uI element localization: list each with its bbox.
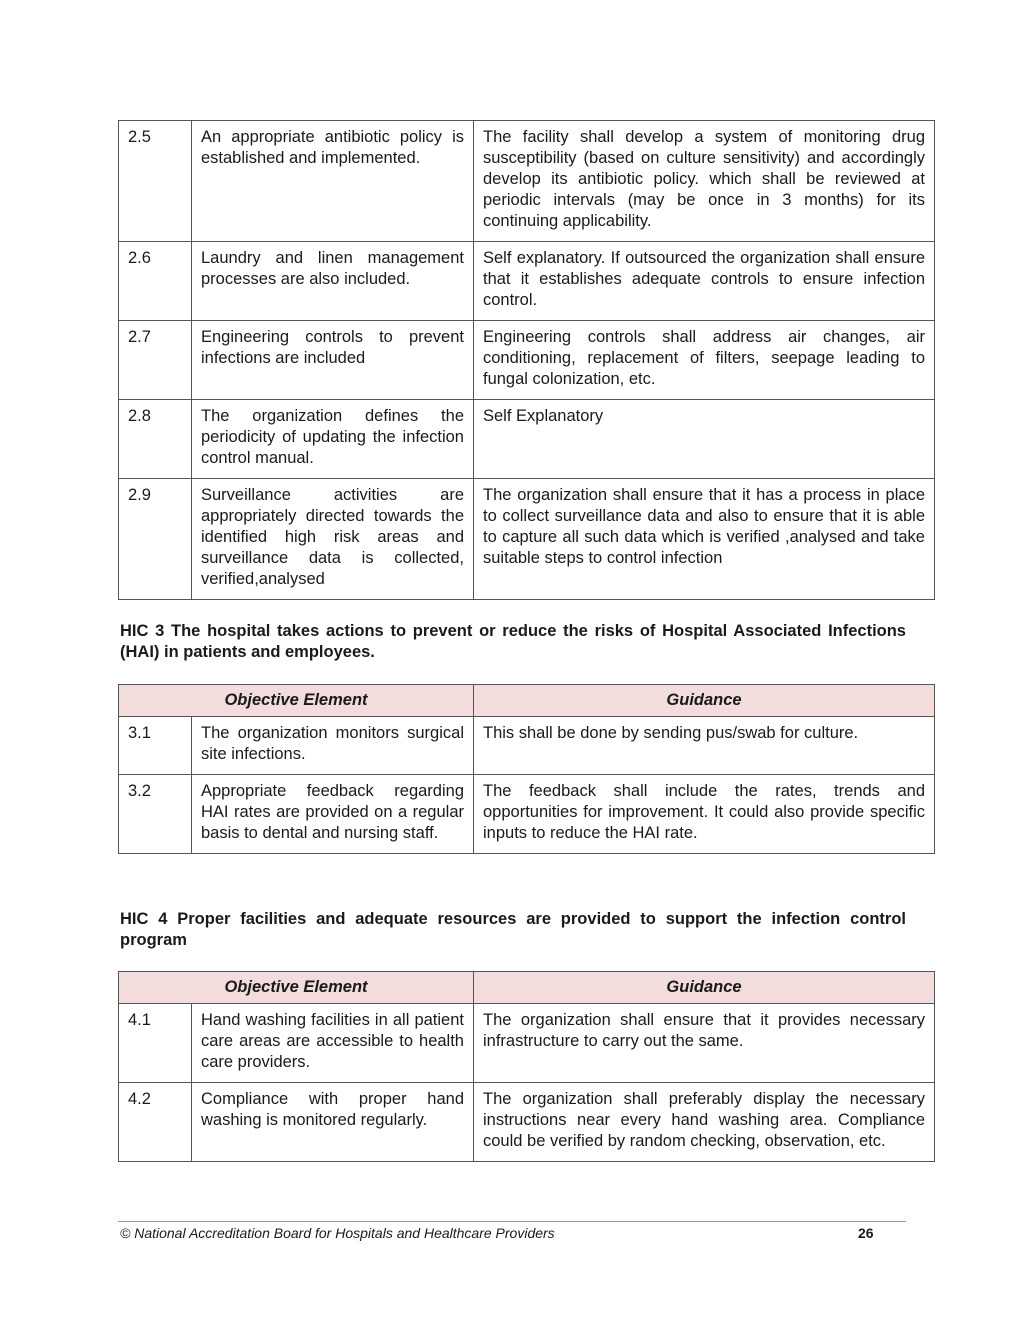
row-number: 2.7 [119,321,192,400]
table-hic2-continued [118,120,935,600]
table-row [119,775,935,854]
section-heading-hic4: HIC 4 Proper facilities and adequate resources are provided to support the infection control program [120,910,906,949]
row-number: 2.6 [119,242,192,321]
guidance-cell: The organization shall ensure that it has a process in place to collect surveillance data and also to ensure that it is able to capture all such data which is verified ,analysed and take suitable steps to control infection [474,479,935,600]
guidance-cell: Self Explanatory [474,400,935,479]
table-header-row [119,685,935,717]
header-objective-element: Objective Element [119,972,474,1004]
objective-element-cell: An appropriate antibiotic policy is established and implemented. [192,121,474,242]
section-heading-hic3: HIC 3 The hospital takes actions to prevent or reduce the risks of Hospital Associated Infections (HAI) in patients and employees. [120,622,906,661]
row-number: 4.2 [119,1083,192,1162]
objective-element-cell: The organization monitors surgical site infections. [192,717,474,775]
page-number: 26 [858,1225,874,1241]
table-row [119,321,935,400]
table-row [119,717,935,775]
table-row [119,121,935,242]
guidance-cell: The organization shall ensure that it provides necessary infrastructure to carry out the same. [474,1004,935,1083]
table-row [119,400,935,479]
guidance-cell: The feedback shall include the rates, trends and opportunities for improvement. It could also provide specific inputs to reduce the HAI rate. [474,775,935,854]
row-number: 3.2 [119,775,192,854]
row-number: 2.9 [119,479,192,600]
footer-copyright: © National Accreditation Board for Hospitals and Healthcare Providers [120,1225,555,1241]
objective-element-cell: Compliance with proper hand washing is monitored regularly. [192,1083,474,1162]
objective-element-cell: Laundry and linen management processes are also included. [192,242,474,321]
row-number: 2.5 [119,121,192,242]
objective-element-cell: Surveillance activities are appropriately directed towards the identified high risk areas and surveillance data is collected, verified,analysed [192,479,474,600]
table-row [119,1083,935,1162]
guidance-cell: The organization shall preferably display the necessary instructions near every hand washing area. Compliance could be verified by random checking, observation, etc. [474,1083,935,1162]
objective-element-cell: The organization defines the periodicity of updating the infection control manual. [192,400,474,479]
footer-divider [118,1221,906,1222]
table-hic3 [118,684,935,854]
table-row [119,1004,935,1083]
guidance-cell: Engineering controls shall address air changes, air conditioning, replacement of filters, seepage leading to fungal colonization, etc. [474,321,935,400]
row-number: 3.1 [119,717,192,775]
guidance-cell: The facility shall develop a system of monitoring drug susceptibility (based on culture sensitivity) and accordingly develop its antibiotic policy. which shall be reviewed at periodic intervals (may be once in 3 months) for its continuing applicability. [474,121,935,242]
objective-element-cell: Hand washing facilities in all patient care areas are accessible to health care providers. [192,1004,474,1083]
header-guidance: Guidance [474,972,935,1004]
row-number: 2.8 [119,400,192,479]
guidance-cell: Self explanatory. If outsourced the organization shall ensure that it establishes adequate controls to ensure infection control. [474,242,935,321]
table-header-row [119,972,935,1004]
header-objective-element: Objective Element [119,685,474,717]
guidance-cell: This shall be done by sending pus/swab for culture. [474,717,935,775]
objective-element-cell: Engineering controls to prevent infections are included [192,321,474,400]
header-guidance: Guidance [474,685,935,717]
objective-element-cell: Appropriate feedback regarding HAI rates are provided on a regular basis to dental and nursing staff. [192,775,474,854]
table-row [119,242,935,321]
table-hic4 [118,971,935,1162]
table-row [119,479,935,600]
row-number: 4.1 [119,1004,192,1083]
